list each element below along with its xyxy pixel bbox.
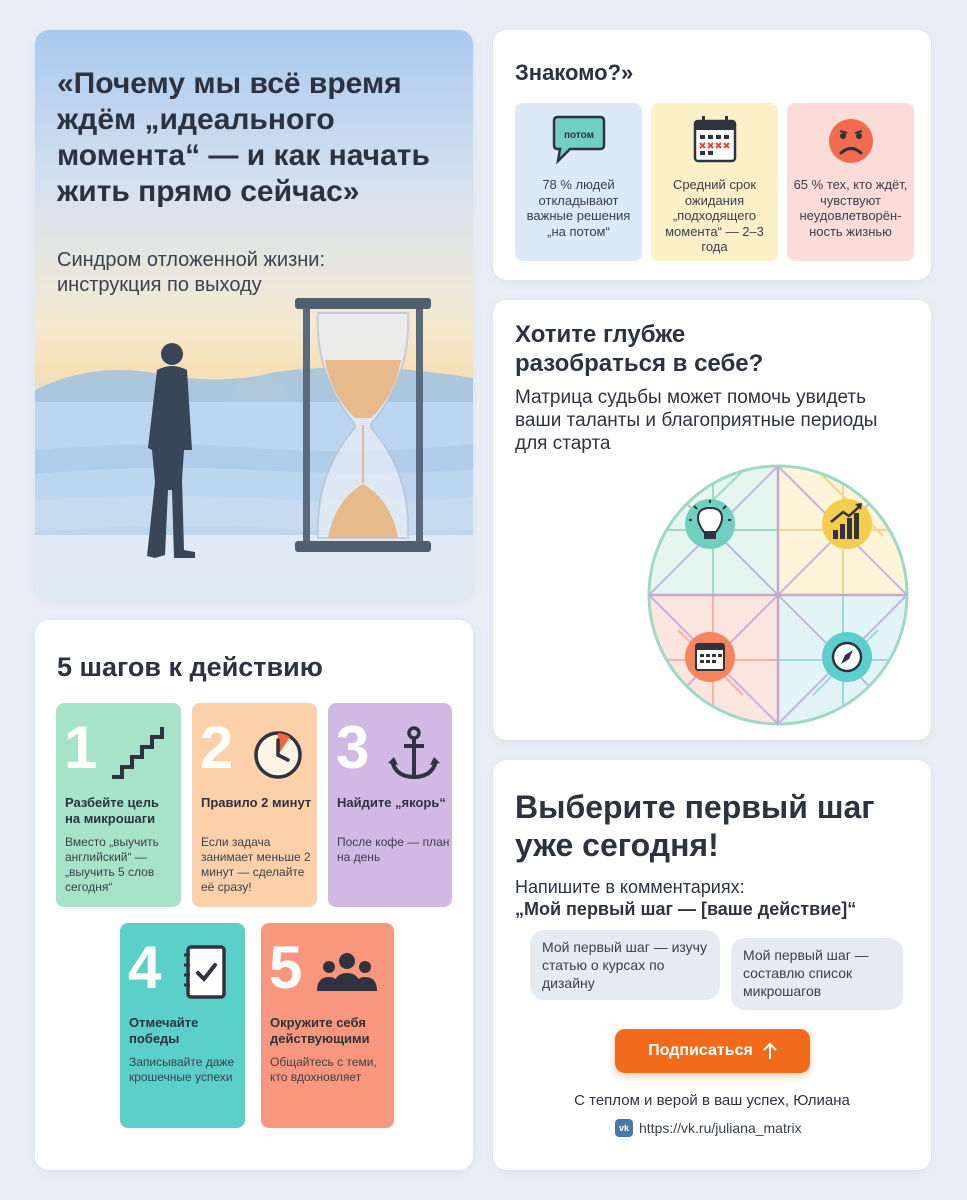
vk-icon: vk (615, 1119, 633, 1137)
matrix-description: Матрица судьбы может помочь увидеть ваши таланты и благоприятные периоды для старта (515, 387, 878, 454)
familiar-title: Знакомо?» (515, 60, 634, 85)
step-card-4 (120, 923, 245, 1128)
arrow-up-icon (763, 1042, 777, 1060)
matrix-diagram (493, 300, 931, 740)
hills-shape (35, 367, 473, 402)
matrix-title: Хотите глубже разобраться в себе? (515, 321, 764, 377)
vk-link[interactable] (615, 1119, 802, 1137)
group-icon (311, 941, 377, 1007)
step-number: 3 (336, 714, 370, 781)
stat-card-waiting (651, 103, 778, 261)
svg-text:потом: потом (563, 130, 595, 141)
sad-face-icon (820, 115, 882, 167)
steps-card (35, 620, 473, 1170)
stat-card-later (515, 103, 642, 261)
step-card-2 (192, 703, 317, 907)
step-desc: Общайтесь с теми, кто вдохновляет (270, 1055, 377, 1084)
step-number: 2 (200, 714, 234, 781)
step-number: 1 (64, 714, 98, 781)
step-title: Правило 2 минут (201, 795, 312, 810)
matrix-card (493, 300, 931, 740)
comment-bubble-2: Мой первый шаг — составлю список микрошагов (731, 938, 903, 1010)
calendar-icon (685, 632, 735, 682)
step-title: Отмечайте победы (129, 1015, 199, 1046)
step-card-3 (328, 703, 452, 907)
anchor-icon (378, 721, 444, 787)
signature: С теплом и верой в ваш успех, Юлиана (574, 1092, 850, 1109)
stat-card-unsatisfied (787, 103, 914, 261)
step-title: Найдите „якорь“ (337, 795, 446, 810)
cta-instruction-line1: Напишите в комментариях: (515, 877, 745, 897)
subscribe-label: Подписаться (648, 1042, 753, 1059)
step-title: Разбейте цель на микрошаги (65, 795, 159, 826)
compass-icon (822, 632, 872, 682)
growth-chart-icon (822, 499, 872, 549)
stat-text: Средний срок ожидания „подходящего момента“ — 2–3 года (665, 177, 764, 254)
cta-instruction-line2: „Мой первый шаг — [ваше действие]“ (515, 899, 857, 919)
step-desc: Вместо „выучить английский“ — „выучить 5 слов сегодня“ (65, 835, 159, 894)
steps-title: 5 шагов к действию (57, 652, 323, 682)
notebook-check-icon (170, 941, 236, 1007)
stairs-icon (106, 721, 172, 787)
cta-card (493, 760, 931, 1170)
step-desc: Записывайте даже крошечные успехи (129, 1055, 235, 1084)
comment-bubble-1: Мой первый шаг — изучу статью о курсах по дизайну (530, 930, 720, 1000)
speech-bubble-icon (548, 115, 610, 167)
step-desc: После кофе — план на день (337, 835, 450, 864)
lightbulb-icon (685, 499, 735, 549)
step-card-1 (56, 703, 181, 907)
hero-card (35, 30, 473, 600)
step-title: Окружите себя действующими (270, 1015, 370, 1046)
step-desc: Если задача занимает меньше 2 минут — сделайте её сразу! (201, 835, 311, 894)
hero-title: «Почему мы всё время ждём „идеального момента“ — и как начать жить прямо сейчас» (57, 67, 430, 208)
hero-subtitle: Синдром отложенной жизни: инструкция по выходу (57, 249, 326, 296)
subscribe-button[interactable] (615, 1029, 810, 1073)
step-number: 4 (128, 934, 162, 1001)
familiar-card (493, 30, 931, 280)
step-number: 5 (269, 934, 303, 1001)
stat-text: 78 % людей откладывают важные решения „на потом“ (526, 177, 631, 239)
cta-instruction (515, 876, 915, 920)
cta-title: Выберите первый шаг уже сегодня! (515, 789, 875, 863)
clock-icon (242, 721, 308, 787)
vk-link-text: https://vk.ru/juliana_matrix (639, 1120, 802, 1136)
step-card-5 (261, 923, 394, 1128)
stat-text: 65 % тех, кто ждёт, чувствуют неудовлетворён-ность жизнью (793, 177, 908, 239)
calendar-icon (684, 115, 746, 167)
